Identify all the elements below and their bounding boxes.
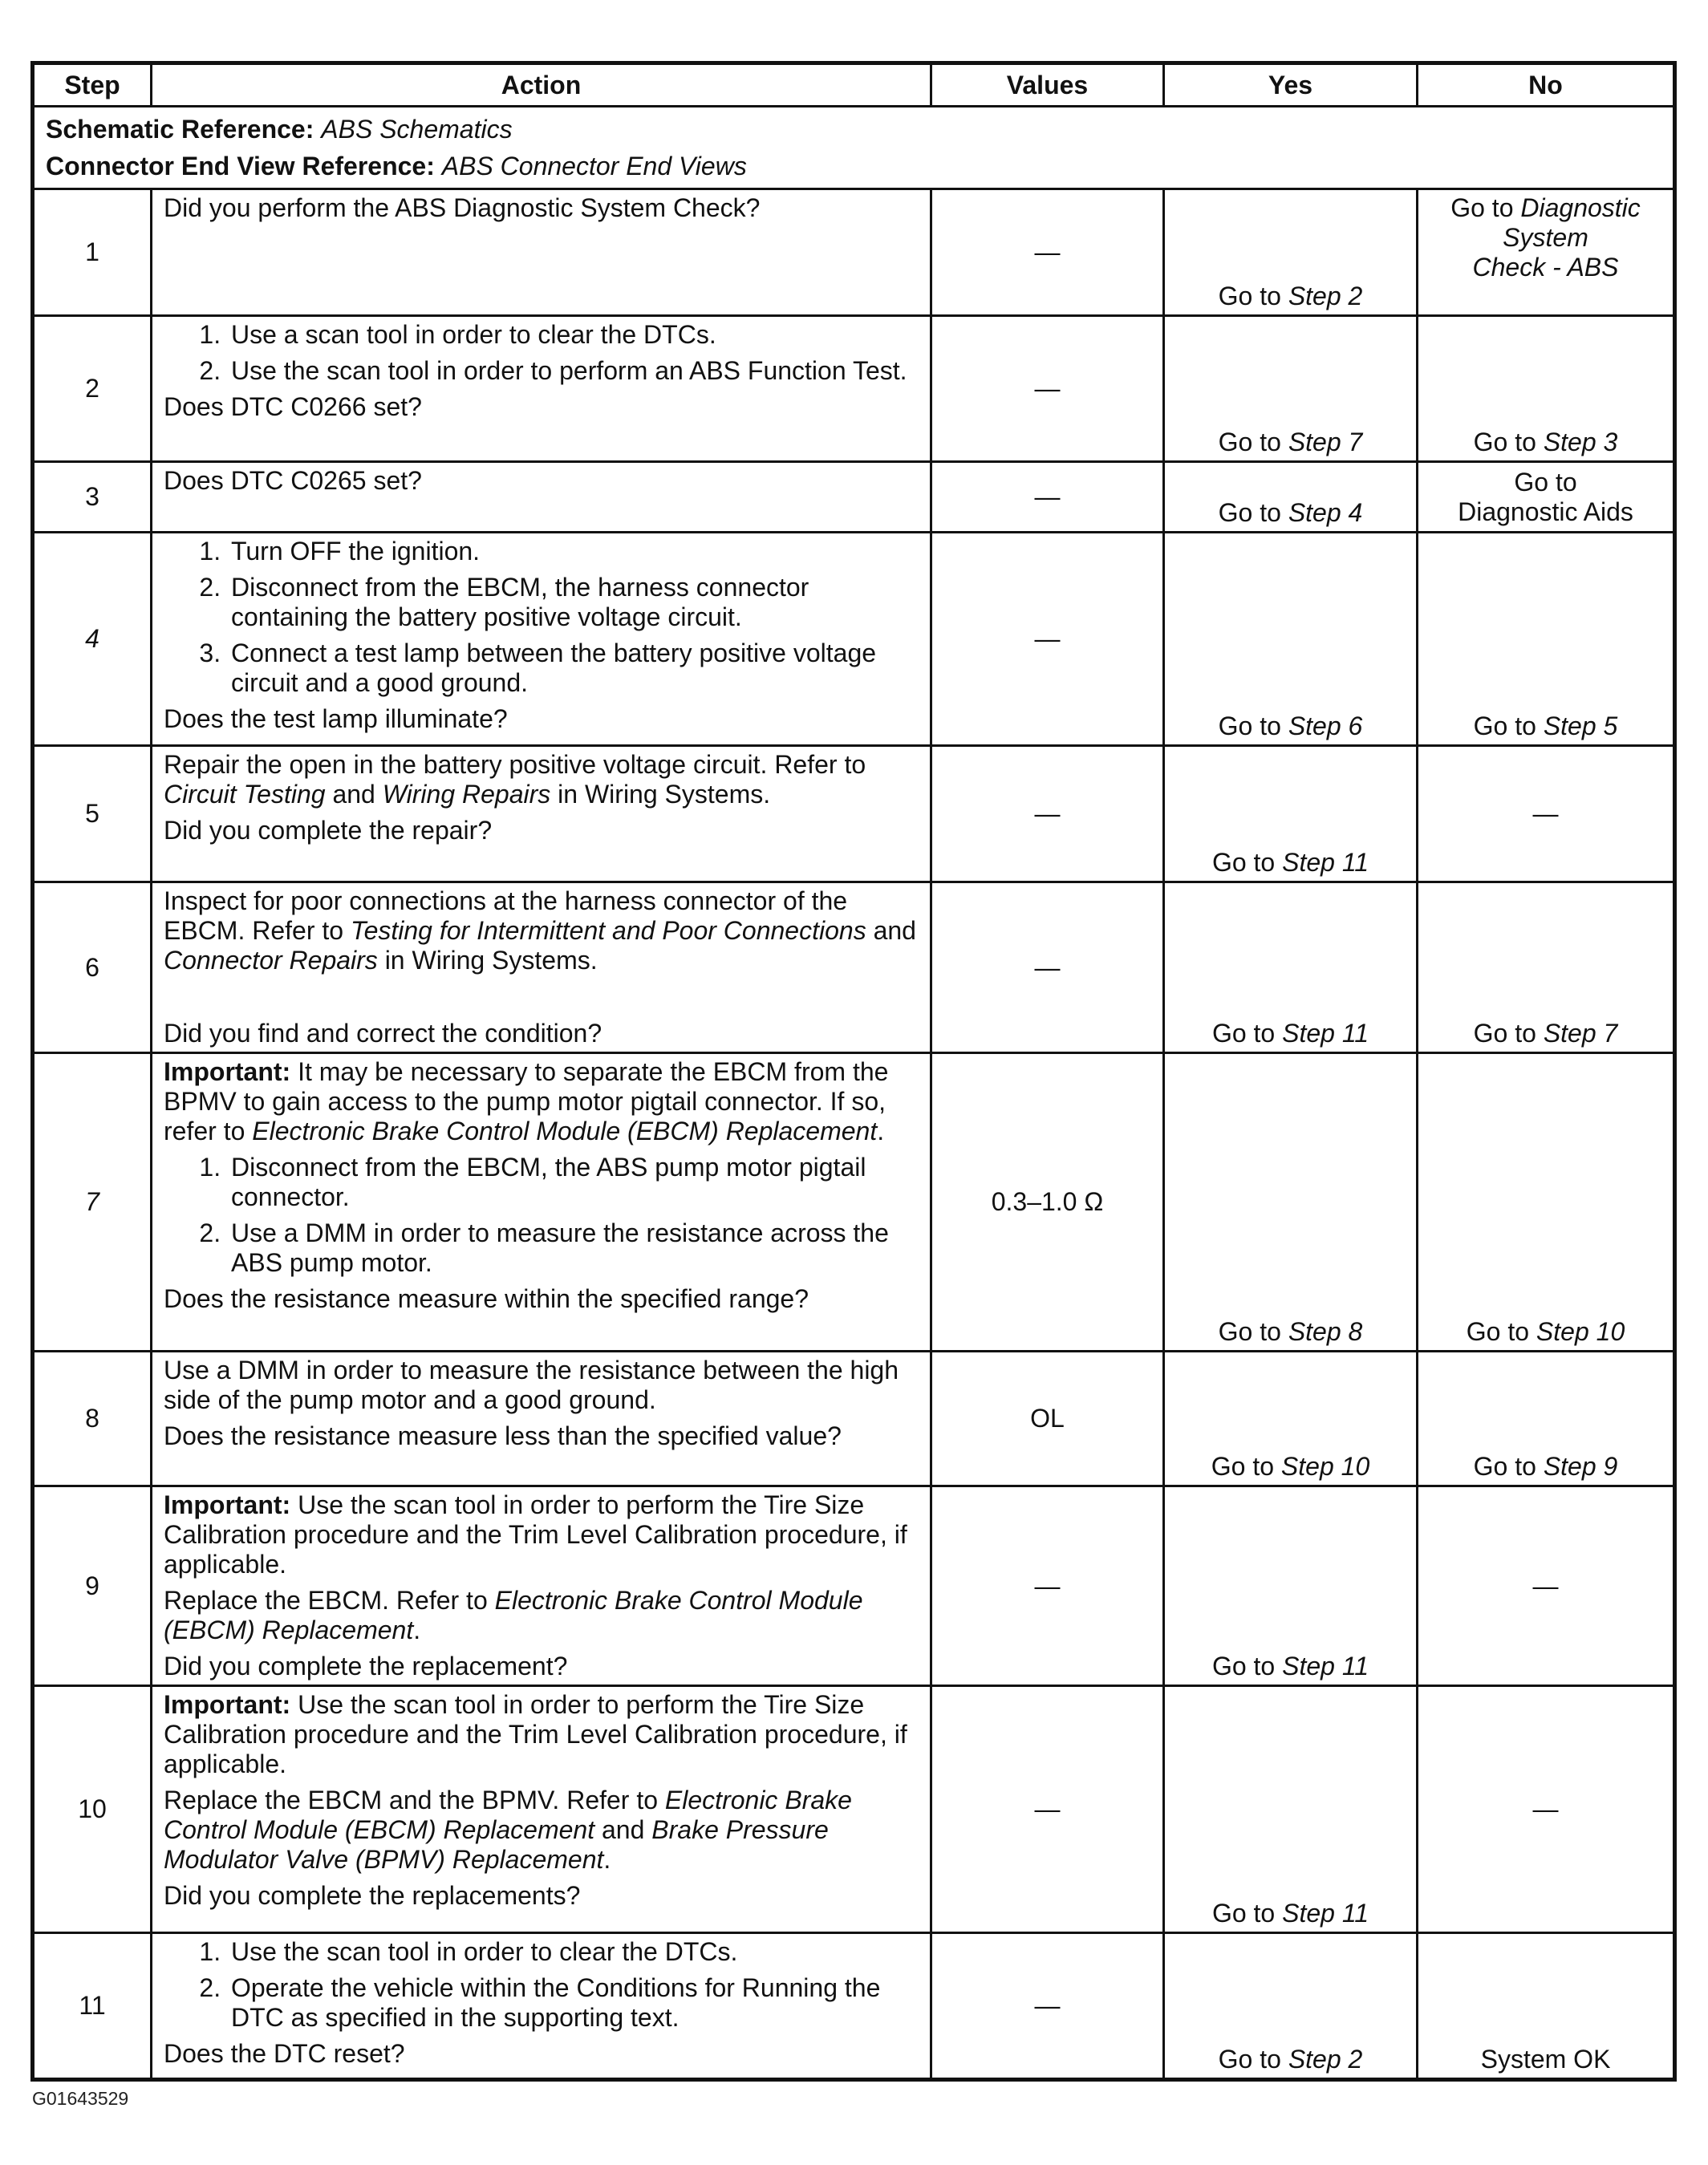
no-cell: —	[1418, 1486, 1675, 1686]
step-number: 5	[33, 746, 152, 882]
step-number: 11	[33, 1933, 152, 2080]
list-item: 3. Connect a test lamp between the battery positive voltage circuit and a good ground.	[228, 639, 919, 698]
yes-step-link[interactable]: Step 6	[1288, 712, 1363, 740]
action-list	[164, 1153, 919, 1278]
ref-link[interactable]: Testing for Intermittent and Poor Connections	[350, 916, 866, 945]
header-step: Step	[33, 63, 152, 107]
list-item: 2. Use a DMM in order to measure the resistance across the ABS pump motor.	[228, 1218, 919, 1278]
action-cell	[152, 189, 931, 316]
list-item: 1. Use a scan tool in order to clear the DTCs.	[228, 320, 919, 350]
yes-cell: Go to Step 4	[1164, 462, 1418, 533]
no-step-link[interactable]: Step 3	[1543, 428, 1618, 456]
values-cell: —	[931, 462, 1164, 533]
table-row	[33, 1486, 1675, 1686]
action-question: Did you perform the ABS Diagnostic System Check?	[164, 193, 761, 222]
table-row	[33, 1686, 1675, 1933]
action-question: Did you complete the replacement?	[164, 1652, 568, 1681]
reference-row	[33, 107, 1675, 189]
action-question: Does DTC C0266 set?	[164, 392, 422, 421]
ref-link[interactable]: Brake Pressure Modulator Valve (BPMV) Replacement	[164, 1815, 829, 1874]
yes-cell: Go to Step 11	[1164, 746, 1418, 882]
connector-reference-link[interactable]: ABS Connector End Views	[441, 152, 747, 180]
step-number: 4	[33, 533, 152, 746]
action-question: Does the DTC reset?	[164, 2039, 405, 2068]
important-note: Important: Use the scan tool in order to perform the Tire Size Calibration procedure and the Trim Level Calibration procedure, if applicable.	[164, 1490, 907, 1579]
action-question: Does the resistance measure less than the specified value?	[164, 1421, 842, 1450]
values-cell: —	[931, 746, 1164, 882]
important-note: Important: It may be necessary to separate the EBCM from the BPMV to gain access to the pump motor pigtail connector. If so, refer to Electronic Brake Control Module (EBCM) Replacement.	[164, 1057, 889, 1145]
step-number: 1	[33, 189, 152, 316]
yes-step-link[interactable]: Step 11	[1282, 1019, 1369, 1048]
table-row	[33, 1933, 1675, 2080]
action-text: Replace the EBCM. Refer to Electronic Brake Control Module (EBCM) Replacement.	[164, 1586, 863, 1644]
ref-link[interactable]: Electronic Brake Control Module (EBCM) Replacement	[164, 1586, 863, 1644]
connector-reference	[46, 148, 1661, 184]
no-link-line2[interactable]: System	[1503, 223, 1588, 252]
values-cell: —	[931, 1933, 1164, 2080]
header-row	[33, 63, 1675, 107]
no-step-link[interactable]: Step 10	[1536, 1317, 1625, 1346]
schematic-reference-link[interactable]: ABS Schematics	[321, 115, 513, 144]
action-cell	[152, 533, 931, 746]
action-list	[164, 320, 919, 386]
ref-link[interactable]: Electronic Brake Control Module (EBCM) Replacement	[164, 1786, 852, 1844]
action-question: Does DTC C0265 set?	[164, 466, 422, 495]
action-cell	[152, 1933, 931, 2080]
values-cell: —	[931, 533, 1164, 746]
yes-step-link[interactable]: Step 4	[1288, 498, 1363, 527]
yes-step-link[interactable]: Step 10	[1280, 1452, 1370, 1481]
no-link-line3[interactable]: Check - ABS	[1472, 253, 1619, 282]
values-cell: 0.3–1.0 Ω	[931, 1053, 1164, 1352]
step-number: 2	[33, 316, 152, 462]
reference-cell	[33, 107, 1675, 189]
no-cell: Go to Step 7	[1418, 882, 1675, 1053]
action-list	[164, 537, 919, 698]
action-cell	[152, 1352, 931, 1486]
yes-cell: Go to Step 11	[1164, 1686, 1418, 1933]
schematic-reference	[46, 111, 1661, 148]
list-item: 2. Use the scan tool in order to perform an ABS Function Test.	[228, 356, 919, 386]
step-number: 3	[33, 462, 152, 533]
action-question: Did you complete the repair?	[164, 816, 493, 845]
step-number: 10	[33, 1686, 152, 1933]
action-text: Use a DMM in order to measure the resistance between the high side of the pump motor and a good ground.	[164, 1356, 899, 1414]
yes-cell: Go to Step 2	[1164, 1933, 1418, 2080]
important-note: Important: Use the scan tool in order to perform the Tire Size Calibration procedure and the Trim Level Calibration procedure, if applicable.	[164, 1690, 907, 1778]
no-step-link[interactable]: Step 7	[1543, 1019, 1618, 1048]
schematic-reference-label: Schematic Reference:	[46, 115, 314, 144]
action-cell	[152, 1053, 931, 1352]
table-row	[33, 746, 1675, 882]
yes-cell: Go to Step 7	[1164, 316, 1418, 462]
header-yes: Yes	[1164, 63, 1418, 107]
action-text: Repair the open in the battery positive voltage circuit. Refer to Circuit Testing and Wiring Repairs in Wiring Systems.	[164, 750, 866, 809]
step-number: 9	[33, 1486, 152, 1686]
step-number: 7	[33, 1053, 152, 1352]
action-question: Did you complete the replacements?	[164, 1881, 581, 1910]
values-cell: —	[931, 1686, 1164, 1933]
no-link[interactable]: Diagnostic Aids	[1458, 497, 1633, 526]
no-cell: —	[1418, 1686, 1675, 1933]
step-number: 8	[33, 1352, 152, 1486]
action-cell	[152, 1686, 931, 1933]
table-row	[33, 462, 1675, 533]
action-list	[164, 1937, 919, 2033]
action-cell	[152, 746, 931, 882]
figure-id: G01643529	[32, 2088, 129, 2109]
ref-link[interactable]: Wiring Repairs	[382, 780, 551, 809]
header-values: Values	[931, 63, 1164, 107]
yes-step-link[interactable]: Step 11	[1282, 1652, 1369, 1681]
yes-cell: Go to Step 11	[1164, 1486, 1418, 1686]
list-item: 2. Disconnect from the EBCM, the harness connector containing the battery positive voltage circuit.	[228, 573, 919, 632]
action-cell	[152, 1486, 931, 1686]
yes-step-link[interactable]: Step 11	[1282, 1899, 1369, 1928]
values-cell: OL	[931, 1352, 1164, 1486]
yes-step-link[interactable]: Step 8	[1288, 1317, 1363, 1346]
action-cell	[152, 316, 931, 462]
yes-step-link[interactable]: Step 7	[1288, 428, 1363, 456]
action-cell	[152, 462, 931, 533]
no-cell: Go to Diagnostic System Check - ABS	[1418, 189, 1675, 316]
action-text: Inspect for poor connections at the harness connector of the EBCM. Refer to Testing for Intermittent and Poor Connections and Connector Repairs in Wiring Systems.	[164, 886, 916, 975]
no-step-link[interactable]: Step 9	[1543, 1452, 1618, 1481]
no-cell: Go to Step 5	[1418, 533, 1675, 746]
header-action: Action	[152, 63, 931, 107]
no-cell: —	[1418, 746, 1675, 882]
table-row	[33, 1352, 1675, 1486]
table-row	[33, 1053, 1675, 1352]
list-item: 1. Use the scan tool in order to clear the DTCs.	[228, 1937, 919, 1967]
table-row	[33, 882, 1675, 1053]
action-question: Does the test lamp illuminate?	[164, 704, 508, 733]
values-cell: —	[931, 882, 1164, 1053]
table-row	[33, 189, 1675, 316]
diagnostic-table	[30, 61, 1677, 2082]
list-item: 2. Operate the vehicle within the Conditions for Running the DTC as specified in the supporting text.	[228, 1973, 919, 2033]
no-cell: Go to Diagnostic Aids	[1418, 462, 1675, 533]
action-question: Does the resistance measure within the specified range?	[164, 1284, 809, 1313]
action-cell	[152, 882, 931, 1053]
no-cell: Go to Step 9	[1418, 1352, 1675, 1486]
values-cell: —	[931, 1486, 1164, 1686]
ref-link[interactable]: Circuit Testing	[164, 780, 326, 809]
yes-cell: Go to Step 11	[1164, 882, 1418, 1053]
no-cell: Go to Step 3	[1418, 316, 1675, 462]
values-cell: —	[931, 316, 1164, 462]
no-cell: System OK	[1418, 1933, 1675, 2080]
list-item: 1. Turn OFF the ignition.	[228, 537, 919, 566]
yes-cell: Go to Step 6	[1164, 533, 1418, 746]
header-no: No	[1418, 63, 1675, 107]
no-link[interactable]: Diagnostic	[1520, 193, 1641, 222]
ref-link[interactable]: Electronic Brake Control Module (EBCM) Replacement	[252, 1117, 878, 1145]
yes-cell: Go to Step 2	[1164, 189, 1418, 316]
yes-step-link[interactable]: Step 11	[1282, 848, 1369, 877]
connector-reference-label: Connector End View Reference:	[46, 152, 435, 180]
values-cell: —	[931, 189, 1164, 316]
table-row	[33, 316, 1675, 462]
table-row	[33, 533, 1675, 746]
action-question: Did you find and correct the condition?	[164, 1019, 602, 1048]
no-cell: Go to Step 10	[1418, 1053, 1675, 1352]
yes-cell: Go to Step 10	[1164, 1352, 1418, 1486]
yes-step-link[interactable]: Step 2	[1288, 282, 1363, 310]
ref-link[interactable]: Connector Repairs	[164, 946, 378, 975]
action-text: Replace the EBCM and the BPMV. Refer to Electronic Brake Control Module (EBCM) Replacement and Brake Pressure Modulator Valve (BPMV) Replacement.	[164, 1786, 852, 1874]
list-item: 1. Disconnect from the EBCM, the ABS pump motor pigtail connector.	[228, 1153, 919, 1212]
yes-step-link[interactable]: Step 2	[1288, 2045, 1363, 2074]
yes-cell: Go to Step 8	[1164, 1053, 1418, 1352]
no-step-link[interactable]: Step 5	[1543, 712, 1618, 740]
step-number: 6	[33, 882, 152, 1053]
